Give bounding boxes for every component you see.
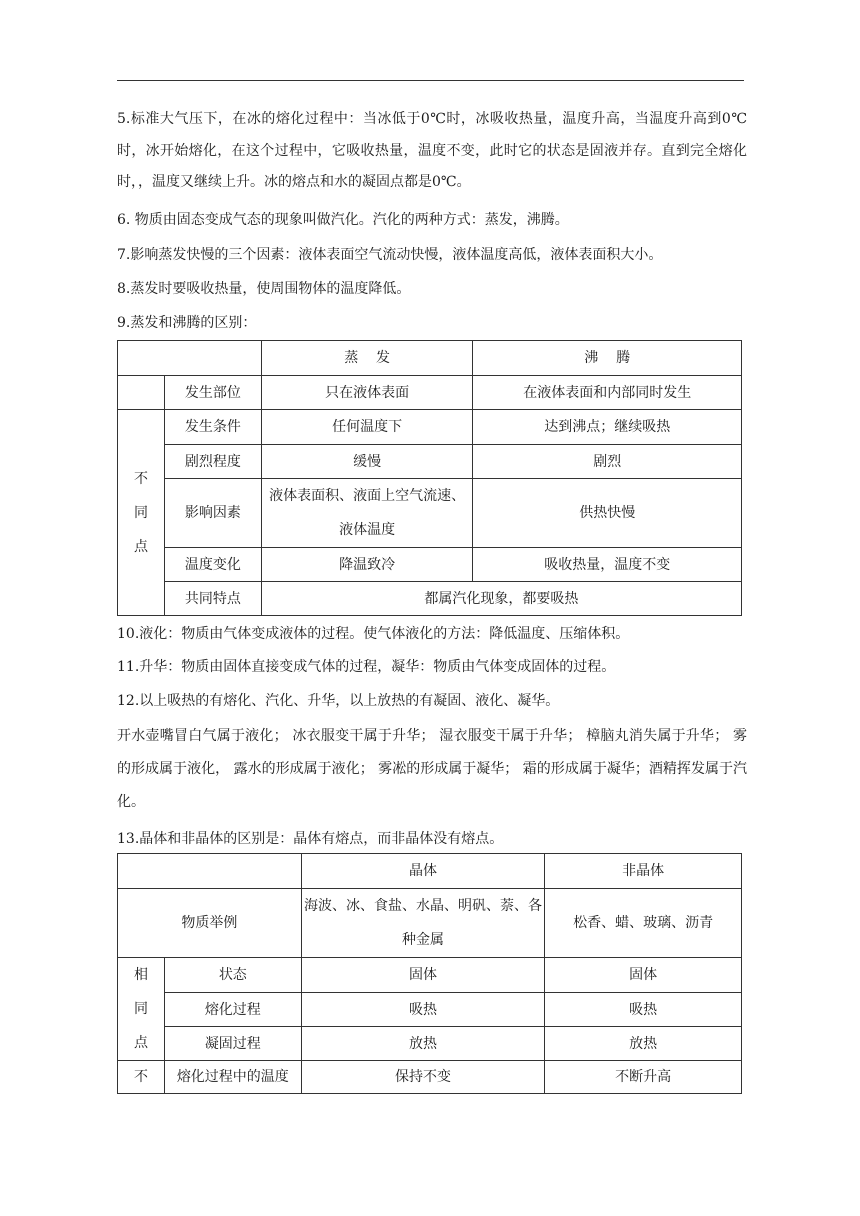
paragraph-6: 6. 物质由固态变成气态的现象叫做汽化。汽化的两种方式：蒸发，沸腾。: [117, 212, 569, 228]
cell-amorphous: 吸热: [545, 993, 742, 1027]
cell-boil: 剧烈: [473, 445, 742, 479]
row-label: 凝固过程: [164, 1027, 301, 1061]
header-crystal: 晶体: [301, 854, 545, 889]
header-rule: [117, 80, 744, 81]
row-label: 温度变化: [164, 548, 261, 582]
paragraph-8: 8.蒸发时要吸收热量，使周围物体的温度降低。: [117, 281, 411, 297]
paragraph-11: 11.升华：物质由固体直接变成气体的过程，凝华：物质由气体变成固体的过程。: [117, 659, 616, 675]
paragraph-5: 5.标准大气压下，在冰的熔化过程中：当冰低于0℃时，冰吸收热量，温度升高，当温度升高到0℃时，冰开始熔化，在这个过程中，它吸收热量，温度不变，此时它的状态是固液并存。直到完全熔化时，，温度又继续上升。冰的熔点和水的凝固点都是0℃。: [117, 111, 747, 190]
paragraph-7: 7.影响蒸发快慢的三个因素：液体表面空气流动快慢，液体温度高低，液体表面积大小。: [117, 247, 663, 263]
cell-amorphous: 不断升高: [545, 1061, 742, 1094]
cell-amorphous-examples: 松香、蜡、玻璃、沥青: [545, 889, 742, 958]
table-corner: [118, 341, 262, 376]
cell-boil: 吸收热量，温度不变: [473, 548, 742, 582]
row-label-common: 共同特点: [164, 582, 261, 616]
paragraph-10: 10.液化：物质由气体变成液体的过程。使气体液化的方法：降低温度、压缩体积。: [117, 626, 630, 642]
paragraph-9: 9.蒸发和沸腾的区别：: [117, 315, 257, 331]
cell-evap: 只在液体表面: [261, 376, 473, 410]
row-label: 发生部位: [164, 376, 261, 410]
cell-common: 都属汽化现象，都要吸热: [261, 582, 741, 616]
cell-boil: 供热快慢: [473, 479, 742, 548]
cell-crystal: 保持不变: [301, 1061, 545, 1094]
header-evaporation: 蒸 发: [261, 341, 473, 376]
table-corner: [118, 854, 302, 889]
cell-crystal: 吸热: [301, 993, 545, 1027]
crystal-amorphous-table: [117, 853, 742, 1094]
cell-evap: 缓慢: [261, 445, 473, 479]
cell-amorphous: 放热: [545, 1027, 742, 1061]
group-label-different: 不同点: [118, 410, 165, 616]
row-label: 熔化过程: [164, 993, 301, 1027]
cell-evap: 液体表面积、液面上空气流速、液体温度: [261, 479, 473, 548]
row-label: 影响因素: [164, 479, 261, 548]
paragraph-13: 13.晶体和非晶体的区别是：晶体有熔点，而非晶体没有熔点。: [117, 831, 504, 847]
header-amorphous: 非晶体: [545, 854, 742, 889]
row-label-examples: 物质举例: [118, 889, 302, 958]
cell-amorphous: 固体: [545, 958, 742, 993]
cell-crystal-examples: 海波、冰、食盐、水晶、明矾、萘、各种金属: [301, 889, 545, 958]
cell-evap: 任何温度下: [261, 410, 473, 445]
header-boiling: 沸 腾: [473, 341, 742, 376]
cell-evap: 降温致冷: [261, 548, 473, 582]
cell-crystal: 放热: [301, 1027, 545, 1061]
cell-boil: 达到沸点；继续吸热: [473, 410, 742, 445]
paragraph-12-examples: 开水壶嘴冒白气属于液化； 冰衣服变干属于升华； 湿衣服变干属于升华； 樟脑丸消失属于升华； 雾的形成属于液化， 露水的形成属于液化； 雾凇的形成属于凝华； 霜的形成属于凝华；酒精挥发属于汽化。: [117, 728, 747, 810]
evaporation-boiling-table: [117, 340, 742, 616]
table-cell-empty: [118, 376, 165, 410]
cell-crystal: 固体: [301, 958, 545, 993]
cell-boil: 在液体表面和内部同时发生: [473, 376, 742, 410]
row-label: 剧烈程度: [164, 445, 261, 479]
group-label-different: 不: [118, 1061, 165, 1094]
row-label: 发生条件: [164, 410, 261, 445]
row-label: 状态: [164, 958, 301, 993]
paragraph-12: 12.以上吸热的有熔化、汽化、升华，以上放热的有凝固、液化、凝华。: [117, 693, 560, 709]
group-label-same: 相同点: [118, 958, 165, 1061]
row-label: 熔化过程中的温度: [164, 1061, 301, 1094]
